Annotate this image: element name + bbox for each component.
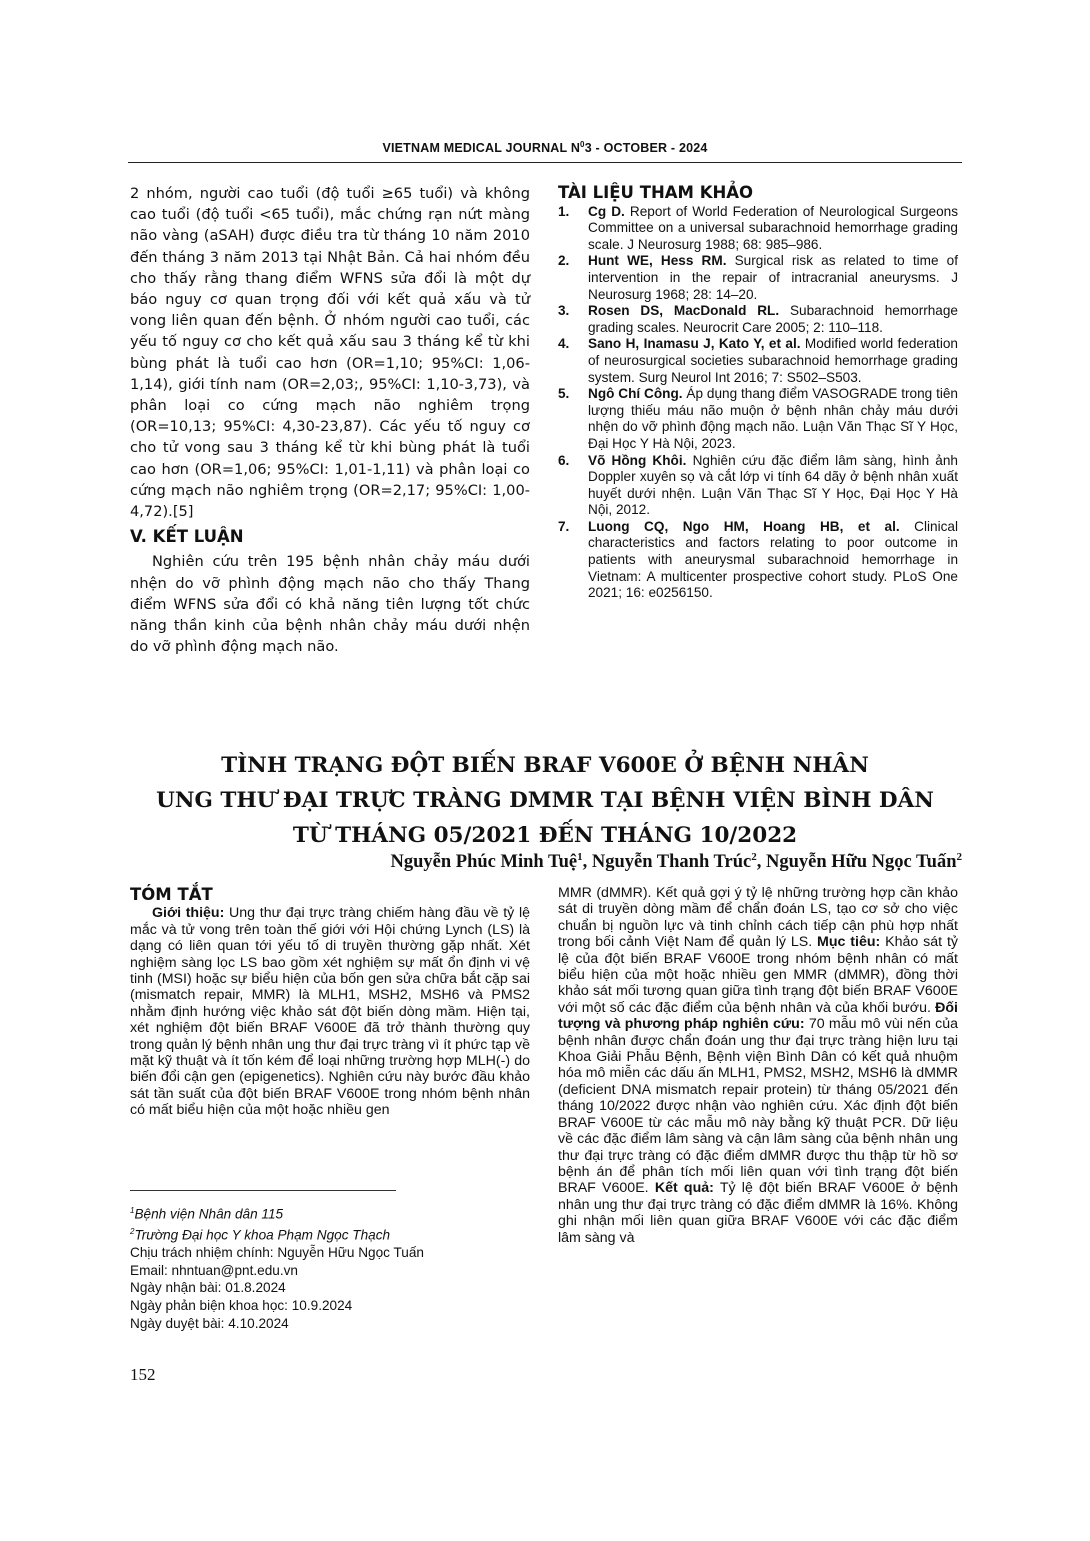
abstract-text: MMR (dMMR). Kết quả gợi ý tỷ lệ những trường hợp cần khảo sát di truyền dòng mầm để chẩn đoán LS, tạo cơ sở cho việc chuẩn bị nguồn lực và tinh chỉnh cách tiếp cận phù hợp nhất trong bối cảnh Việt Nam để quản lý LS. <box>558 885 958 951</box>
reference-authors: Võ Hồng Khôi. <box>588 452 687 468</box>
reference-number: 7. <box>558 518 570 534</box>
affiliation-sup: 1 <box>130 1206 135 1215</box>
email: Email: nhntuan@pnt.edu.vn <box>130 1262 298 1278</box>
abstract-intro <box>130 905 530 1118</box>
reference-authors: Cg D. <box>588 203 625 219</box>
affiliation-text: Trường Đại học Y khoa Phạm Ngọc Thạch <box>134 1227 391 1243</box>
reference-item <box>558 453 958 519</box>
affiliation-1 <box>130 1202 530 1223</box>
method-label: Đối tượng và phương pháp nghiên cứu: <box>558 999 958 1033</box>
page-number: 152 <box>130 1365 156 1384</box>
prev-article-column <box>130 183 530 657</box>
reference-authors: Ngô Chí Công. <box>588 386 683 402</box>
header-rule <box>128 162 962 163</box>
reference-number: 1. <box>558 203 570 219</box>
responsible-author: Chịu trách nhiệm chính: Nguyễn Hữu Ngọc Tuấn <box>130 1245 424 1261</box>
author-affiliation-sup: 1 <box>577 851 583 863</box>
abstract-heading: TÓM TẮT <box>130 885 213 904</box>
author-name: Nguyễn Thanh Trúc <box>591 852 752 873</box>
references-heading: TÀI LIỆU THAM KHẢO <box>558 183 754 202</box>
result-text: Tỷ lệ đột biến BRAF V600E ở bệnh nhân ung thư đại trực tràng có đặc điểm dMMR là 16%. Không ghi nhận mối liên quan giữa BRAF V600E với các đặc điểm lâm sàng và <box>558 1180 959 1246</box>
reference-authors: Luong CQ, Ngo HM, Hoang HB, et al. <box>588 518 900 534</box>
abstract-right-column <box>558 885 958 1246</box>
reference-text: Nghiên cứu đặc điểm lâm sàng, hình ảnh Doppler xuyên sọ và cắt lớp vi tính 64 dãy ở bệnh nhân xuất huyết dưới nhện. Luận Văn Thạc Sĩ Y Học, Đại Học Y Hà Nội, 2012. <box>588 452 958 518</box>
reference-item <box>558 253 958 303</box>
intro-label: Giới thiệu: <box>152 905 225 922</box>
reference-item <box>558 204 958 254</box>
journal-name: VIETNAM MEDICAL JOURNAL N <box>382 141 581 156</box>
article-title-line: UNG THƯ ĐẠI TRỰC TRÀNG DMMR TẠI BỆNH VIỆN BÌNH DÂN <box>156 788 934 813</box>
author-name: Nguyễn Phúc Minh Tuệ <box>390 852 578 873</box>
reference-number: 4. <box>558 336 570 352</box>
author-affiliation-sup: 2 <box>751 851 757 863</box>
references-column <box>558 185 958 602</box>
reference-authors: Sano H, Inamasu J, Kato Y, et al. <box>588 336 801 352</box>
reference-text: Modified world federation of neurosurgical societies subarachnoid hemorrhage grading system. Surg Neurol Int 2016; 7: S502–S503. <box>588 336 958 385</box>
aim-text: Khảo sát tỷ lệ của đột biến BRAF V600E trong nhóm bệnh nhân có mất biểu hiện của một hoặc nhiều gen MMR (dMMR), đồng thời khảo sát mối tương quan giữa tình trạng đột biến BRAF V600E với một số các đặc điểm của bệnh nhân và của khối bướu. <box>558 934 959 1016</box>
article-title <box>128 748 962 853</box>
reference-text: Áp dụng thang điểm VASOGRADE trong tiên lượng thiếu máu não muộn ở bệnh nhân chảy máu dưới nhện do vỡ phình động mạch não. Luận Văn Thạc Sĩ Y Học, Đại Học Y Hà Nội, 2023. <box>588 386 958 451</box>
footnote-rule <box>130 1190 396 1191</box>
aim-label: Mục tiêu: <box>817 934 881 951</box>
reference-text: Clinical characteristics and factors relating to poor outcome in patients with aneurysmal subarachnoid hemorrhage in Vietnam: A multicenter prospective cohort study. PLoS One 2021; 16: e0256150. <box>588 518 959 601</box>
abstract-continued <box>558 885 958 1246</box>
reference-authors: Rosen DS, MacDonald RL. <box>588 303 780 319</box>
reference-item <box>558 303 958 336</box>
intro-text: Ung thư đại trực tràng chiếm hàng đầu về tỷ lệ mắc và tử vong trên toàn thế giới với Hội chứng Lynch (LS) là dạng có liên quan tới yếu tố di truyền thường gặp nhất. Xét nghiệm sàng lọc LS bao gồm xét nghiệm sự mất ổn định vi vệ tinh (MSI) hoặc sự biểu hiện của bốn gen sửa chữa bắt cặp sai (mismatch repair, MMR) là MLH1, MSH2, MSH6 và PMS2 nhằm định hướng việc khảo sát đột biến dòng mầm. Hiện tại, xét nghiệm đột biến BRAF V600E đã trở thành thường quy trong quản lý bệnh nhân ung thư đại trực tràng vì ít phức tạp về mặt kỹ thuật và ít tốn kém để loại những trường hợp MLH(-) do biến đổi cận gen (epigenetics). Nghiên cứu này bước đầu khảo sát tần suất của đột biến BRAF V600E trong nhóm bệnh nhân có mất biểu hiện của một hoặc nhiều gen <box>130 905 531 1119</box>
method-text: 70 mẫu mô vùi nến của bệnh nhân được chẩn đoán ung thư đại trực tràng hiện lưu tại Khoa Giải Phẫu Bệnh, Bệnh viện Bình Dân có kết quả nhuộm hóa mô miễn các dấu ấn MLH1, PMS2, MSH2, MSH6 là dMMR (deficient DNA mismatch repair protein) từ tháng 05/2021 đến tháng 10/2022 được nhận vào nghiên cứu. Xác định đột biến BRAF V600E từ các mẫu mô này bằng kỹ thuật PCR. Dữ liệu về các đặc điểm lâm sàng và cận lâm sàng của bệnh nhân ung thư đại trực tràng có đặc điểm dMMR được thu thập từ hồ sơ bệnh án để phân tích mối liên quan với tình trạng đột biến BRAF V600E. <box>558 1016 959 1197</box>
author-name: Nguyễn Hữu Ngọc Tuấn <box>765 852 957 873</box>
journal-issue: 3 - OCTOBER - 2024 <box>584 141 708 156</box>
author-list: Nguyễn Phúc Minh Tuệ$^1$, Nguyễn Thanh Trúc$^2$, Nguyễn Hữu Ngọc Tuấn$^2$ <box>390 851 962 873</box>
result-label: Kết quả: <box>654 1180 714 1197</box>
reference-authors: Hunt WE, Hess RM. <box>588 253 727 269</box>
reviewed-date: Ngày phản biện khoa học: 10.9.2024 <box>130 1298 353 1314</box>
journal-header <box>128 140 962 155</box>
affiliation-sup: 2 <box>130 1227 135 1237</box>
affiliation-text: Bệnh viện Nhân dân 115 <box>134 1206 284 1222</box>
footnotes <box>130 1202 530 1332</box>
conclusion-heading: V. KẾT LUẬN <box>130 527 244 547</box>
reference-item <box>558 386 958 452</box>
reference-item <box>558 519 958 602</box>
article-title-line: TỪ THÁNG 05/2021 ĐẾN THÁNG 10/2022 <box>292 823 798 848</box>
reference-number: 5. <box>558 386 570 402</box>
reference-text: Subarachnoid hemorrhage grading scales. Neurocrit Care 2005; 2: 110–118. <box>588 303 958 335</box>
author-affiliation-sup: 2 <box>956 851 962 863</box>
abstract-left-column <box>130 887 530 1119</box>
reference-number: 2. <box>558 253 570 269</box>
prev-article-paragraph: 2 nhóm, người cao tuổi (độ tuổi ≥65 tuổi) và không cao tuổi (độ tuổi <65 tuổi), mắc chứng rạn nứt màng não vàng (aSAH) được điều tra từ tháng 10 năm 2010 đến tháng 3 năm 2013 tại Nhật Bản. Cả hai nhóm đều cho thấy rằng thang điểm WFNS sửa đổi là một dự báo nguy cơ quan trọng đối với kết quả xấu và tử vong liên quan đến bệnh. Ở nhóm người cao tuổi, các yếu tố nguy cơ cho kết quả xấu sau 3 tháng kể từ khi bùng phát là tuổi cao hơn (OR=1,10; 95%CI: 1,06-1,14), giới tính nam (OR=2,03;, 95%CI: 1,10-3,73), và phân loại co cứng mạch não nghiêm trọng (OR=10,13; 95%CI: 4,30-23,87). Các yếu tố nguy cơ cho tử vong sau 3 tháng kể từ khi bùng phát là tuổi cao hơn (OR=1,06; 95%CI: 1,01-1,11) và phân loại co cứng mạch não nghiêm trọng (OR=2,17; 95%CI: 1,00-4,72).[5] <box>130 185 530 521</box>
journal-number-sup: 0 <box>580 140 585 149</box>
accepted-date: Ngày duyệt bài: 4.10.2024 <box>130 1315 289 1331</box>
reference-item <box>558 336 958 386</box>
reference-number: 3. <box>558 303 570 319</box>
reference-text: Report of World Federation of Neurological Surgeons Committee on a universal subarachnoid hemorrhage grading scale. J Neurosurg 1988; 68: 985–986. <box>588 203 958 252</box>
conclusion-text: Nghiên cứu trên 195 bệnh nhân chảy máu dưới nhện do vỡ phình động mạch não cho thấy Thang điểm WFNS sửa đổi có khả năng tiên lượng tốt chức năng thần kinh của bệnh nhân chảy máu dưới nhện do vỡ phình động mạch não. <box>130 553 530 656</box>
received-date: Ngày nhận bài: 01.8.2024 <box>130 1280 286 1296</box>
affiliation-2 <box>130 1223 530 1244</box>
reference-number: 6. <box>558 452 570 468</box>
reference-text: Surgical risk as related to time of intervention in the repair of intracranial aneurysms. J Neurosurg 1968; 28: 14–20. <box>588 253 958 302</box>
article-title-line: TÌNH TRẠNG ĐỘT BIẾN BRAF V600E Ở BỆNH NHÂN <box>221 753 869 778</box>
